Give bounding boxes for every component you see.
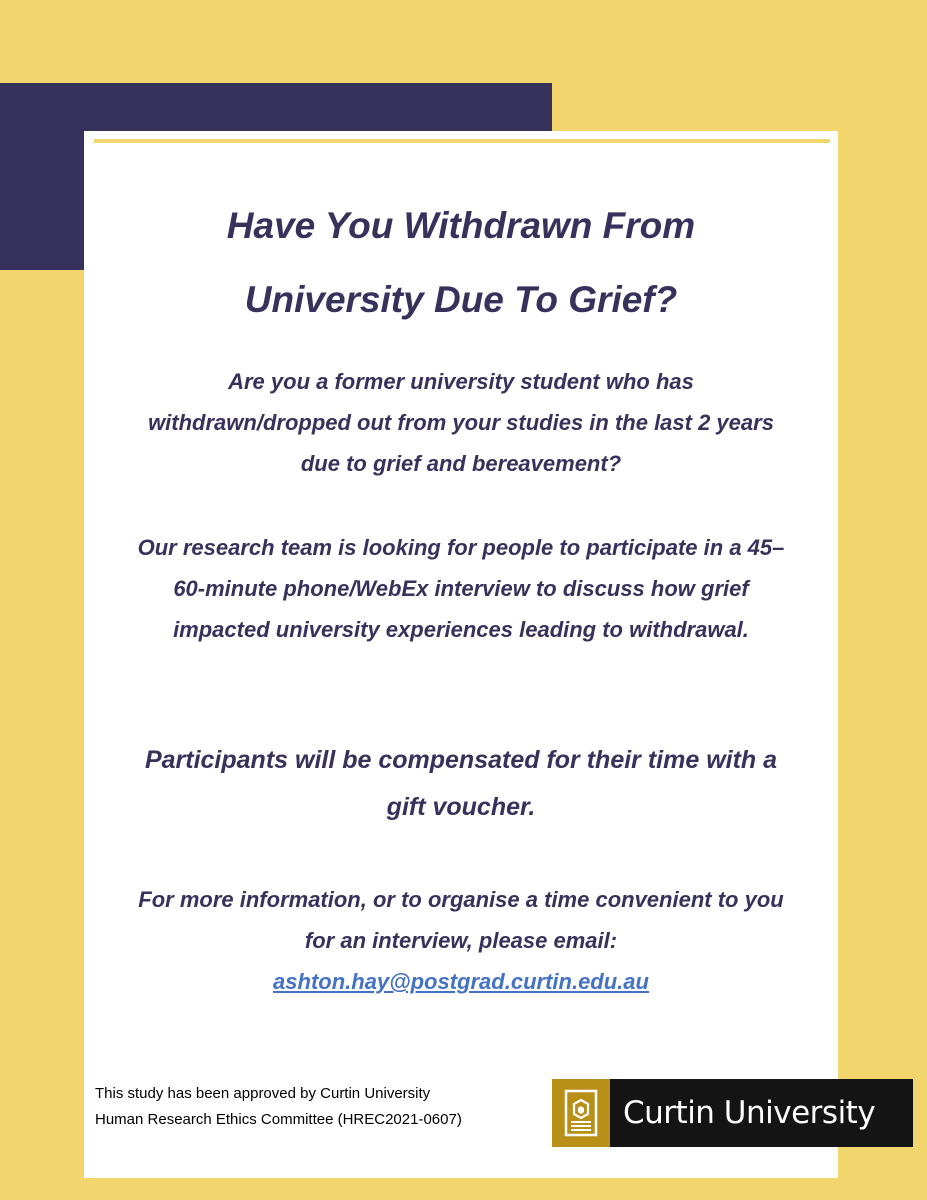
research-line-3: impacted university experiences leading to withdrawal. [173,617,749,642]
info-line-2: for an interview, please email: [304,928,618,953]
compensation-notice [84,737,838,831]
ethics-line-2: Human Research Ethics Committee (HREC2021-0607) [95,1111,462,1128]
card-top-rule [94,139,830,143]
curtin-logo-wordmark: Curtin University [610,1079,913,1147]
compensation-line-2: gift voucher. [386,793,536,821]
headline-line-1: Have You Withdrawn From [226,205,696,246]
contact-info [84,879,838,1002]
intro-line-3: due to grief and bereavement? [300,451,622,476]
intro-line-2: withdrawn/dropped out from your studies in the last 2 years [148,410,774,435]
research-line-2: 60-minute phone/WebEx interview to discuss how grief [173,576,749,601]
email-link[interactable]: ashton.hay@postgrad.curtin.edu.au [273,969,649,994]
info-line-1: For more information, or to organise a time convenient to you [138,887,784,912]
headline-line-2: University Due To Grief? [244,279,678,320]
compensation-line-1: Participants will be compensated for their time with a [144,746,778,774]
curtin-crest-icon [552,1079,610,1147]
curtin-logo [552,1079,913,1147]
research-line-1: Our research team is looking for people to participate in a 45– [137,535,785,560]
ethics-approval [95,1081,462,1133]
ethics-line-1: This study has been approved by Curtin University [95,1085,431,1102]
intro-question [84,361,838,484]
research-description [84,527,838,650]
flyer-headline [84,189,838,337]
flyer-card [84,131,838,1178]
intro-line-1: Are you a former university student who has [228,369,694,394]
